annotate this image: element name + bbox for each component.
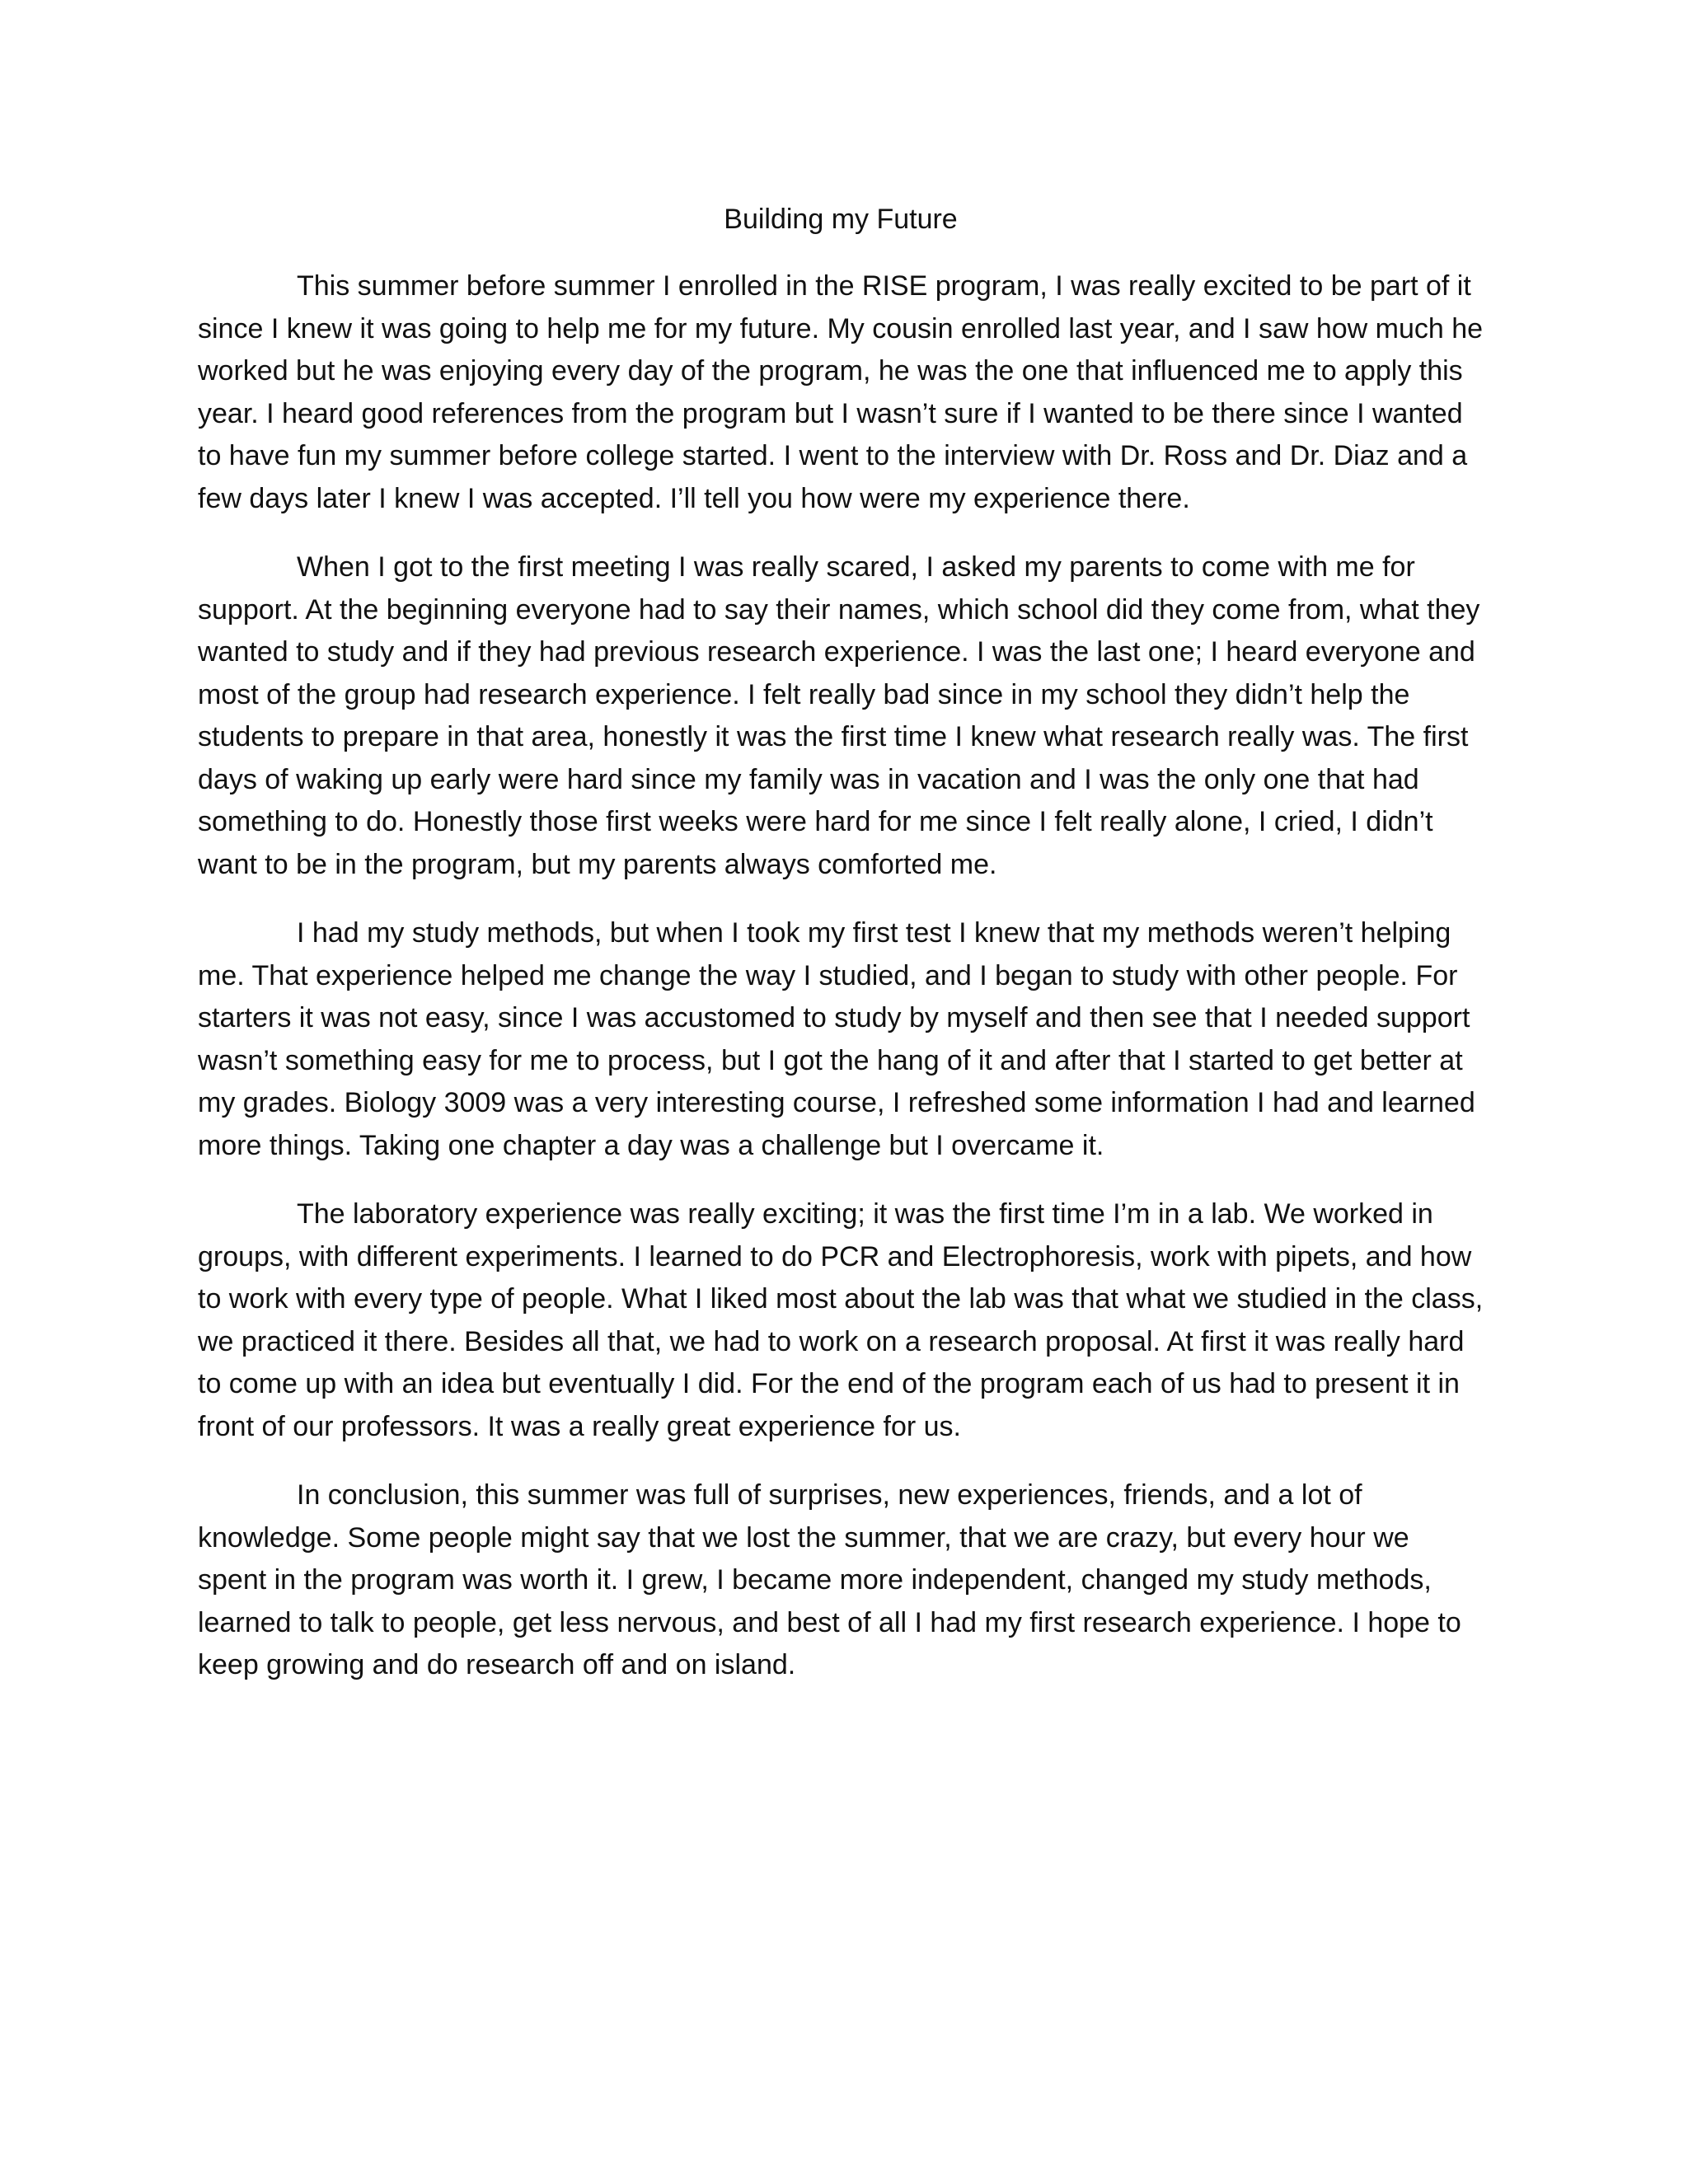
document-body xyxy=(198,198,1484,1713)
paragraph-3: I had my study methods, but when I took my first test I knew that my methods weren’t helping me. That experience helped me change the way I studied, and I began to study with other people. For starters it was not easy, since I was accustomed to study by myself and then see that I needed support wasn’t something easy for me to process, but I got the hang of it and after that I started to get better at my grades. Biology 3009 was a very interesting course, I refreshed some information I had and learned more things. Taking one chapter a day was a challenge but I overcame it. xyxy=(198,917,1475,1161)
paragraph-4: The laboratory experience was really exciting; it was the first time I’m in a lab. We worked in groups, with different experiments. I learned to do PCR and Electrophoresis, work with pipets, and how to work with every type of people. What I liked most about the lab was that what we studied in the class, we practiced it there. Besides all that, we had to work on a research proposal. At first it was really hard to come up with an idea but eventually I did. For the end of the program each of us had to present it in front of our professors. It was a really great experience for us. xyxy=(198,1198,1484,1442)
paragraph-2: When I got to the first meeting I was really scared, I asked my parents to come with me for support. At the beginning everyone had to say their names, which school did they come from, what they wanted to study and if they had previous research experience. I was the last one; I heard everyone and most of the group had research experience. I felt really bad since in my school they didn’t help the students to prepare in that area, honestly it was the first time I knew what research really was. The first days of waking up early were hard since my family was in vacation and I was the only one that had something to do. Honestly those first weeks were hard for me since I felt really alone, I cried, I didn’t want to be in the program, but my parents always comforted me. xyxy=(198,551,1480,880)
document-title: Building my Future xyxy=(724,204,958,235)
paragraph-5: In conclusion, this summer was full of surprises, new experiences, friends, and a lot of knowledge. Some people might say that we lost the summer, that we are crazy, but every hour we spent in the program was worth it. I grew, I became more independent, changed my study methods, learned to talk to people, get less nervous, and best of all I had my first research experience. I hope to keep growing and do research off and on island. xyxy=(198,1479,1461,1680)
paragraph-1: This summer before summer I enrolled in the RISE program, I was really excited to be part of it since I knew it was going to help me for my future. My cousin enrolled last year, and I saw how much he worked but he was enjoying every day of the program, he was the one that influenced me to apply this year. I heard good references from the program but I wasn’t sure if I wanted to be there since I wanted to have fun my summer before college started. I went to the interview with Dr. Ross and Dr. Diaz and a few days later I knew I was accepted. I’ll tell you how were my experience there. xyxy=(198,270,1484,514)
